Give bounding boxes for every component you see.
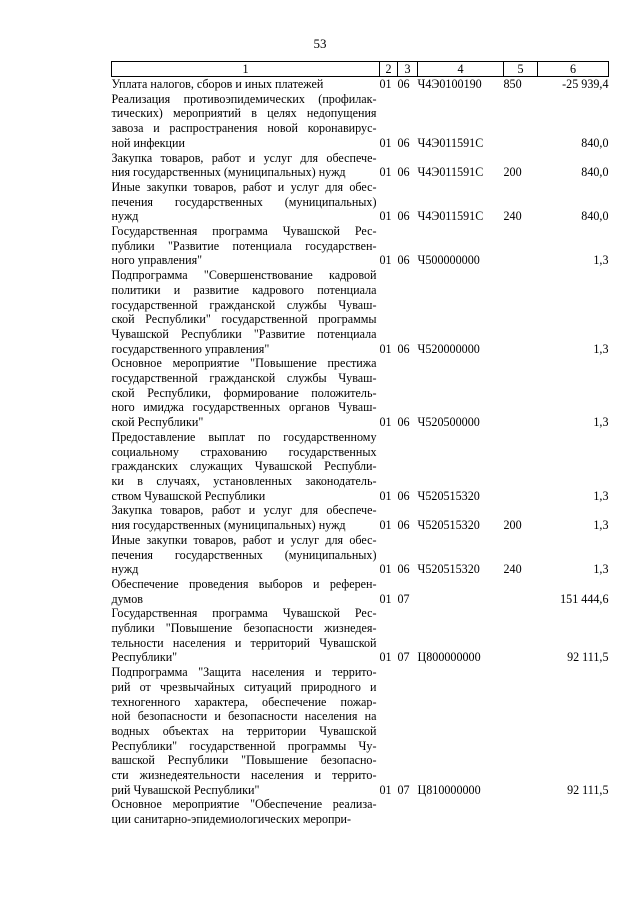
- expense-type-cell: [504, 430, 538, 504]
- header-cell-section: 2: [380, 62, 398, 77]
- expense-type-cell: [504, 797, 538, 826]
- section-cell: 01: [379, 77, 392, 91]
- row-name-line: рий Чувашской Республики": [111, 782, 260, 797]
- row-name-line: Государственная программа Чувашской Рес-: [111, 606, 377, 621]
- row-name-line: гражданских служащих Чувашской Республи-: [111, 459, 377, 474]
- amount-cell: 1,3: [593, 341, 609, 356]
- section-cell: 01: [379, 253, 392, 268]
- expense-type-cell: [504, 356, 538, 430]
- header-cell-expense-type: 5: [504, 62, 538, 77]
- row-name-line: ки в случаях, установленных законодатель-: [111, 473, 377, 488]
- table-row: [112, 92, 609, 151]
- header-row: [112, 62, 609, 77]
- header-cell-amount: 6: [538, 62, 609, 77]
- row-name-line: Подпрограмма "Совершенствование кадровой: [111, 268, 377, 283]
- row-name-cell: [112, 430, 380, 504]
- row-name-line: Республики" государственной программы Чу-: [111, 738, 377, 753]
- row-name-line: водных объектах на территории Чувашской: [111, 723, 377, 738]
- table-row: [112, 533, 609, 577]
- table-row: [112, 268, 609, 356]
- row-name-cell: [112, 503, 380, 532]
- section-cell: 01: [379, 341, 392, 356]
- section-cell: 01: [379, 782, 392, 797]
- row-name-line: ской Республики": [111, 415, 204, 430]
- target-article-cell: Ч500000000: [417, 253, 480, 268]
- table-row: [112, 77, 609, 92]
- table-row: [112, 577, 609, 606]
- expense-type-cell: [504, 665, 538, 797]
- subsection-cell: 06: [397, 253, 410, 268]
- row-name-line: вашской Республики "Повышение безопасно-: [111, 753, 377, 768]
- header-cell-target-article: 4: [418, 62, 504, 77]
- section-cell: 01: [379, 591, 392, 606]
- row-name-line: публики "Повышение безопасности жизнедея-: [111, 621, 377, 636]
- section-cell: [380, 797, 398, 826]
- amount-cell: -25 939,4: [562, 77, 609, 91]
- amount-cell: [538, 797, 609, 826]
- section-cell: 01: [379, 209, 392, 224]
- target-article-cell: [418, 577, 504, 606]
- row-name-line: публики "Развитие потенциала государствен-: [111, 238, 377, 253]
- row-name-line: тельности населения и территорий Чувашской: [111, 635, 377, 650]
- target-article-cell: Ч520500000: [417, 415, 480, 430]
- row-name-cell: [112, 224, 380, 268]
- expense-type-cell: [504, 224, 538, 268]
- row-name-line: Подпрограмма "Защита населения и террито-: [111, 665, 377, 680]
- row-name-line: Закупка товаров, работ и услуг для обеспече-: [111, 150, 377, 165]
- subsection-cell: 06: [397, 488, 410, 503]
- row-name-line: Уплата налогов, сборов и иных платежей: [111, 77, 324, 91]
- section-cell: 01: [379, 650, 392, 665]
- amount-cell: 1,3: [593, 253, 609, 268]
- section-cell: 01: [379, 562, 392, 577]
- page-number: 53: [313, 36, 327, 51]
- expense-type-cell: 850: [503, 77, 522, 91]
- header-cell-name: 1: [112, 62, 380, 77]
- row-name-cell: [112, 797, 380, 826]
- section-cell: 01: [379, 488, 392, 503]
- row-name-line: ской Республики" государственной программы: [111, 312, 377, 327]
- target-article-cell: Ч4Э011591С: [417, 209, 484, 224]
- expense-type-cell: 240: [503, 562, 522, 577]
- subsection-cell: 06: [397, 341, 410, 356]
- row-name-line: Иные закупки товаров, работ и услуг для обес-: [111, 532, 377, 547]
- target-article-cell: Ч520515320: [417, 518, 480, 533]
- row-name-line: сти жизнедеятельности населения и террито-: [111, 768, 377, 783]
- target-article-cell: [418, 797, 504, 826]
- row-name-line: государственного управления": [111, 341, 270, 356]
- subsection-cell: 06: [397, 209, 410, 224]
- subsection-cell: 06: [397, 135, 410, 150]
- section-cell: 01: [379, 518, 392, 533]
- section-cell: 01: [379, 415, 392, 430]
- amount-cell: 151 444,6: [560, 591, 609, 606]
- row-name-line: ной безопасности и безопасности населения на: [111, 709, 377, 724]
- row-name-line: техногенного характера, обеспечение пожар-: [111, 694, 377, 709]
- row-name-cell: [112, 356, 380, 430]
- table-row: [112, 797, 609, 826]
- row-name-line: Обеспечение проведения выборов и референ-: [111, 576, 377, 591]
- row-name-line: Основное мероприятие "Повышение престижа: [111, 356, 377, 371]
- expense-type-cell: 200: [503, 518, 522, 533]
- row-name-line: нужд: [111, 562, 139, 577]
- row-name-cell: [112, 533, 380, 577]
- target-article-cell: Ч4Э011591С: [417, 135, 484, 150]
- row-name-cell: [112, 577, 380, 606]
- table-row: [112, 606, 609, 665]
- target-article-cell: Ч4Э0100190: [417, 77, 482, 91]
- row-name-line: Предоставление выплат по государственному: [111, 429, 377, 444]
- table-row: [112, 151, 609, 180]
- subsection-cell: 06: [397, 77, 410, 91]
- expense-type-cell: 200: [503, 165, 522, 180]
- row-name-line: Закупка товаров, работ и услуг для обеспече-: [111, 503, 377, 518]
- target-article-cell: Ч520515320: [417, 488, 480, 503]
- row-name-line: ной инфекции: [111, 135, 185, 150]
- row-name-cell: [112, 665, 380, 797]
- section-cell: 01: [379, 135, 392, 150]
- table-row: [112, 224, 609, 268]
- row-name-cell: [112, 151, 380, 180]
- row-name-cell: [112, 92, 380, 151]
- header-cell-subsection: 3: [398, 62, 418, 77]
- expense-type-cell: [504, 606, 538, 665]
- row-name-line: ного имиджа государственных органов Чуваш-: [111, 400, 377, 415]
- subsection-cell: 06: [397, 165, 410, 180]
- table-row: [112, 430, 609, 504]
- table-row: [112, 503, 609, 532]
- amount-cell: 92 111,5: [567, 782, 609, 797]
- row-name-line: государственной гражданской службы Чуваш-: [111, 297, 377, 312]
- target-article-cell: Ч4Э011591С: [417, 165, 484, 180]
- row-name-line: политики и развитие кадрового потенциала: [111, 282, 377, 297]
- subsection-cell: 07: [397, 650, 410, 665]
- subsection-cell: 06: [397, 415, 410, 430]
- row-name-cell: [112, 180, 380, 224]
- row-name-line: ством Чувашской Республики: [111, 488, 266, 503]
- budget-table: [111, 61, 609, 827]
- target-article-cell: Ц800000000: [417, 650, 481, 665]
- row-name-cell: [112, 77, 380, 92]
- row-name-line: Государственная программа Чувашской Рес-: [111, 224, 377, 239]
- section-cell: 01: [379, 165, 392, 180]
- expense-type-cell: [504, 92, 538, 151]
- target-article-cell: Ч520515320: [417, 562, 480, 577]
- row-name-line: ния государственных (муниципальных) нужд: [111, 165, 346, 180]
- target-article-cell: Ц810000000: [417, 782, 481, 797]
- row-name-line: Основное мероприятие "Обеспечение реализа-: [111, 797, 377, 812]
- amount-cell: 1,3: [593, 488, 609, 503]
- row-name-line: Реализация противоэпидемических (профилак-: [111, 91, 377, 106]
- row-name-line: тических) мероприятий в целях недопущения: [111, 106, 377, 121]
- subsection-cell: 07: [397, 591, 410, 606]
- row-name-line: ния государственных (муниципальных) нужд: [111, 518, 346, 533]
- row-name-line: Республики": [111, 650, 178, 665]
- subsection-cell: 07: [397, 782, 410, 797]
- subsection-cell: [398, 797, 418, 826]
- table-row: [112, 180, 609, 224]
- row-name-cell: [112, 606, 380, 665]
- table-row: [112, 356, 609, 430]
- amount-cell: 1,3: [593, 415, 609, 430]
- row-name-line: нужд: [111, 209, 139, 224]
- row-name-line: печения государственных (муниципальных): [111, 547, 377, 562]
- expense-type-cell: 240: [503, 209, 522, 224]
- table-body: [112, 77, 609, 827]
- amount-cell: 1,3: [593, 562, 609, 577]
- row-name-line: ного управления": [111, 253, 203, 268]
- amount-cell: 840,0: [581, 165, 609, 180]
- subsection-cell: 06: [397, 562, 410, 577]
- row-name-line: Иные закупки товаров, работ и услуг для обес-: [111, 179, 377, 194]
- table-row: [112, 665, 609, 797]
- target-article-cell: Ч520000000: [417, 341, 480, 356]
- amount-cell: 840,0: [581, 209, 609, 224]
- amount-cell: 92 111,5: [567, 650, 609, 665]
- row-name-line: печения государственных (муниципальных): [111, 194, 377, 209]
- row-name-line: думов: [111, 591, 143, 606]
- expense-type-cell: [504, 268, 538, 356]
- amount-cell: 840,0: [581, 135, 609, 150]
- row-name-line: государственной гражданской службы Чуваш-: [111, 371, 377, 386]
- subsection-cell: 06: [397, 518, 410, 533]
- row-name-line: ской Республики, формирование положитель-: [111, 385, 377, 400]
- row-name-line: ции санитарно-эпидемиологических меропри-: [111, 812, 352, 827]
- row-name-line: рий от чрезвычайных ситуаций природного и: [111, 679, 377, 694]
- expense-type-cell: [504, 577, 538, 606]
- row-name-line: социальному страхованию государственных: [111, 444, 377, 459]
- row-name-line: Чувашской Республики "Развитие потенциала: [111, 326, 377, 341]
- row-name-cell: [112, 268, 380, 356]
- amount-cell: 1,3: [593, 518, 609, 533]
- row-name-line: завоза и распространения новой коронавирус-: [111, 121, 377, 136]
